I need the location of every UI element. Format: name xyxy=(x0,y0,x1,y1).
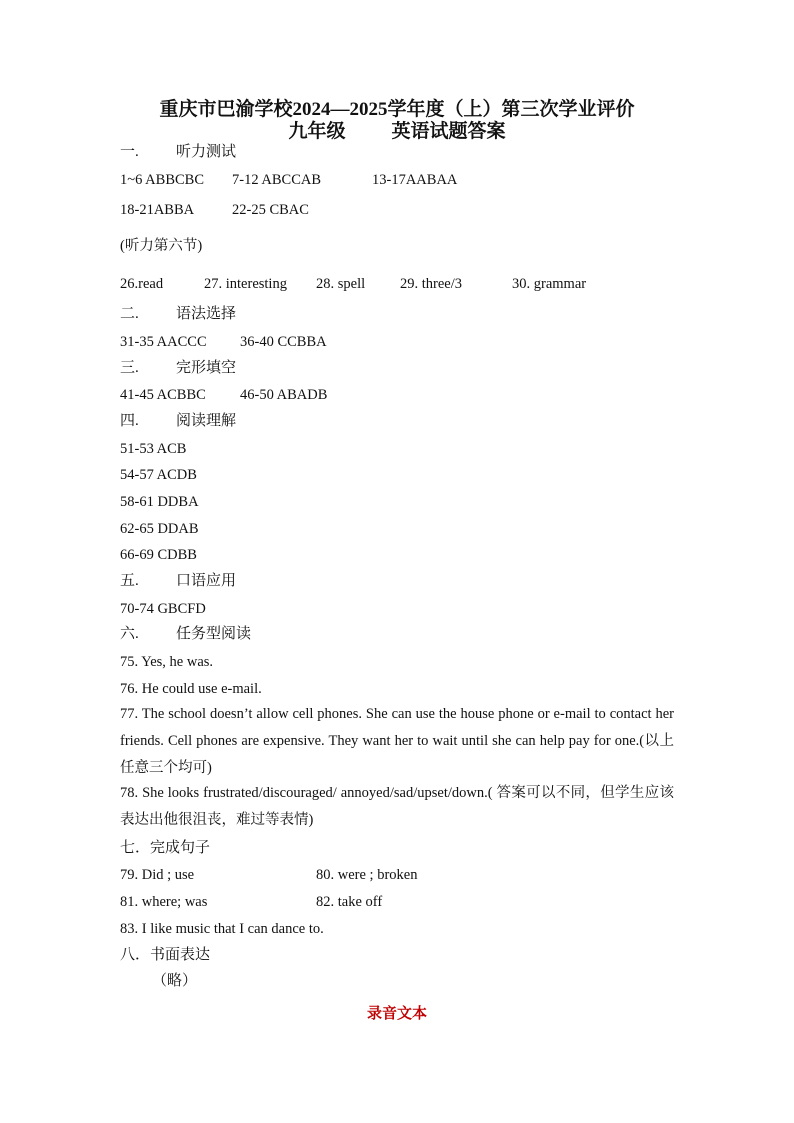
document-title: 重庆市巴渝学校2024—2025学年度（上）第三次学业评价 xyxy=(159,99,635,120)
section-number: 四. xyxy=(120,413,139,429)
answer-group: 31-35 AACCC xyxy=(120,334,207,350)
answer-group: 62-65 DDAB xyxy=(120,521,199,537)
transcript-heading: 录音文本 xyxy=(366,1006,427,1022)
answer-group: 70-74 GBCFD xyxy=(120,601,206,617)
section-number: 一. xyxy=(120,144,139,160)
answer-80: 80. were ; broken xyxy=(316,867,418,883)
section-name: 阅读理解 xyxy=(176,413,237,429)
answer-item: 30. grammar xyxy=(512,276,587,292)
answer-75: 75. Yes, he was. xyxy=(120,654,214,670)
section-name: 口语应用 xyxy=(176,573,237,589)
answer-group: 7-12 ABCCAB xyxy=(232,172,322,188)
section-2-header xyxy=(120,305,236,323)
section-7-header: 七．完成句子 xyxy=(120,840,211,856)
answer-item: 27. interesting xyxy=(204,276,287,292)
answer-76: 76. He could use e-mail. xyxy=(120,681,262,697)
answer-group: 18-21ABBA xyxy=(120,202,195,218)
answer-group: 41-45 ACBBC xyxy=(120,387,206,403)
answer-group: 22-25 CBAC xyxy=(232,202,309,218)
answer-item: 28. spell xyxy=(316,276,366,292)
answer-item: 26.read xyxy=(120,276,164,292)
answer-group: 1~6 ABBCBC xyxy=(120,172,204,188)
section-1-header xyxy=(120,143,236,161)
section-number: 六. xyxy=(120,626,139,642)
section-4-header xyxy=(120,412,236,430)
section-3-header xyxy=(120,359,236,377)
section-name: 完形填空 xyxy=(176,360,237,376)
section-5-header xyxy=(120,572,236,590)
answer-78: 78. She looks frustrated/discouraged/ annoyed/sad/upset/down.( 答案可以不同，但学生应该表达出他很沮丧，难过等表情) xyxy=(120,785,674,828)
grade-label: 九年级 xyxy=(288,121,346,142)
answer-83: 83. I like music that I can dance to. xyxy=(120,921,324,937)
section-note: （略） xyxy=(152,973,198,989)
section-name: 听力测试 xyxy=(176,144,237,160)
answer-group: 66-69 CDBB xyxy=(120,547,197,563)
section-name: 任务型阅读 xyxy=(176,626,252,642)
answer-77: 77. The school doesn’t allow cell phones. She can use the house phone or e-mail to contact her friends. Cell phones are expensive. They want her to wait until she can help pay for one.(以上任意三个均可) xyxy=(120,706,674,776)
section-8-header: 八．书面表达 xyxy=(120,947,211,963)
document-subtitle xyxy=(0,116,794,143)
answer-item: 29. three/3 xyxy=(400,276,463,292)
answer-79: 79. Did ; use xyxy=(120,867,195,883)
answer-group: 13-17AABAA xyxy=(372,172,458,188)
subject-label: 英语试题答案 xyxy=(391,121,506,142)
answer-group: 58-61 DDBA xyxy=(120,494,199,510)
answer-81: 81. where; was xyxy=(120,894,208,910)
section-name: 语法选择 xyxy=(176,306,237,322)
answer-group: 46-50 ABADB xyxy=(240,387,328,403)
section-note: (听力第六节) xyxy=(120,238,203,254)
answer-group: 36-40 CCBBA xyxy=(240,334,327,350)
section-number: 五. xyxy=(120,573,139,589)
answer-group: 51-53 ACB xyxy=(120,441,187,457)
section-number: 三. xyxy=(120,360,139,376)
answer-82: 82. take off xyxy=(316,894,383,910)
section-6-header xyxy=(120,625,251,643)
answer-group: 54-57 ACDB xyxy=(120,467,197,483)
section-number: 二. xyxy=(120,306,139,322)
